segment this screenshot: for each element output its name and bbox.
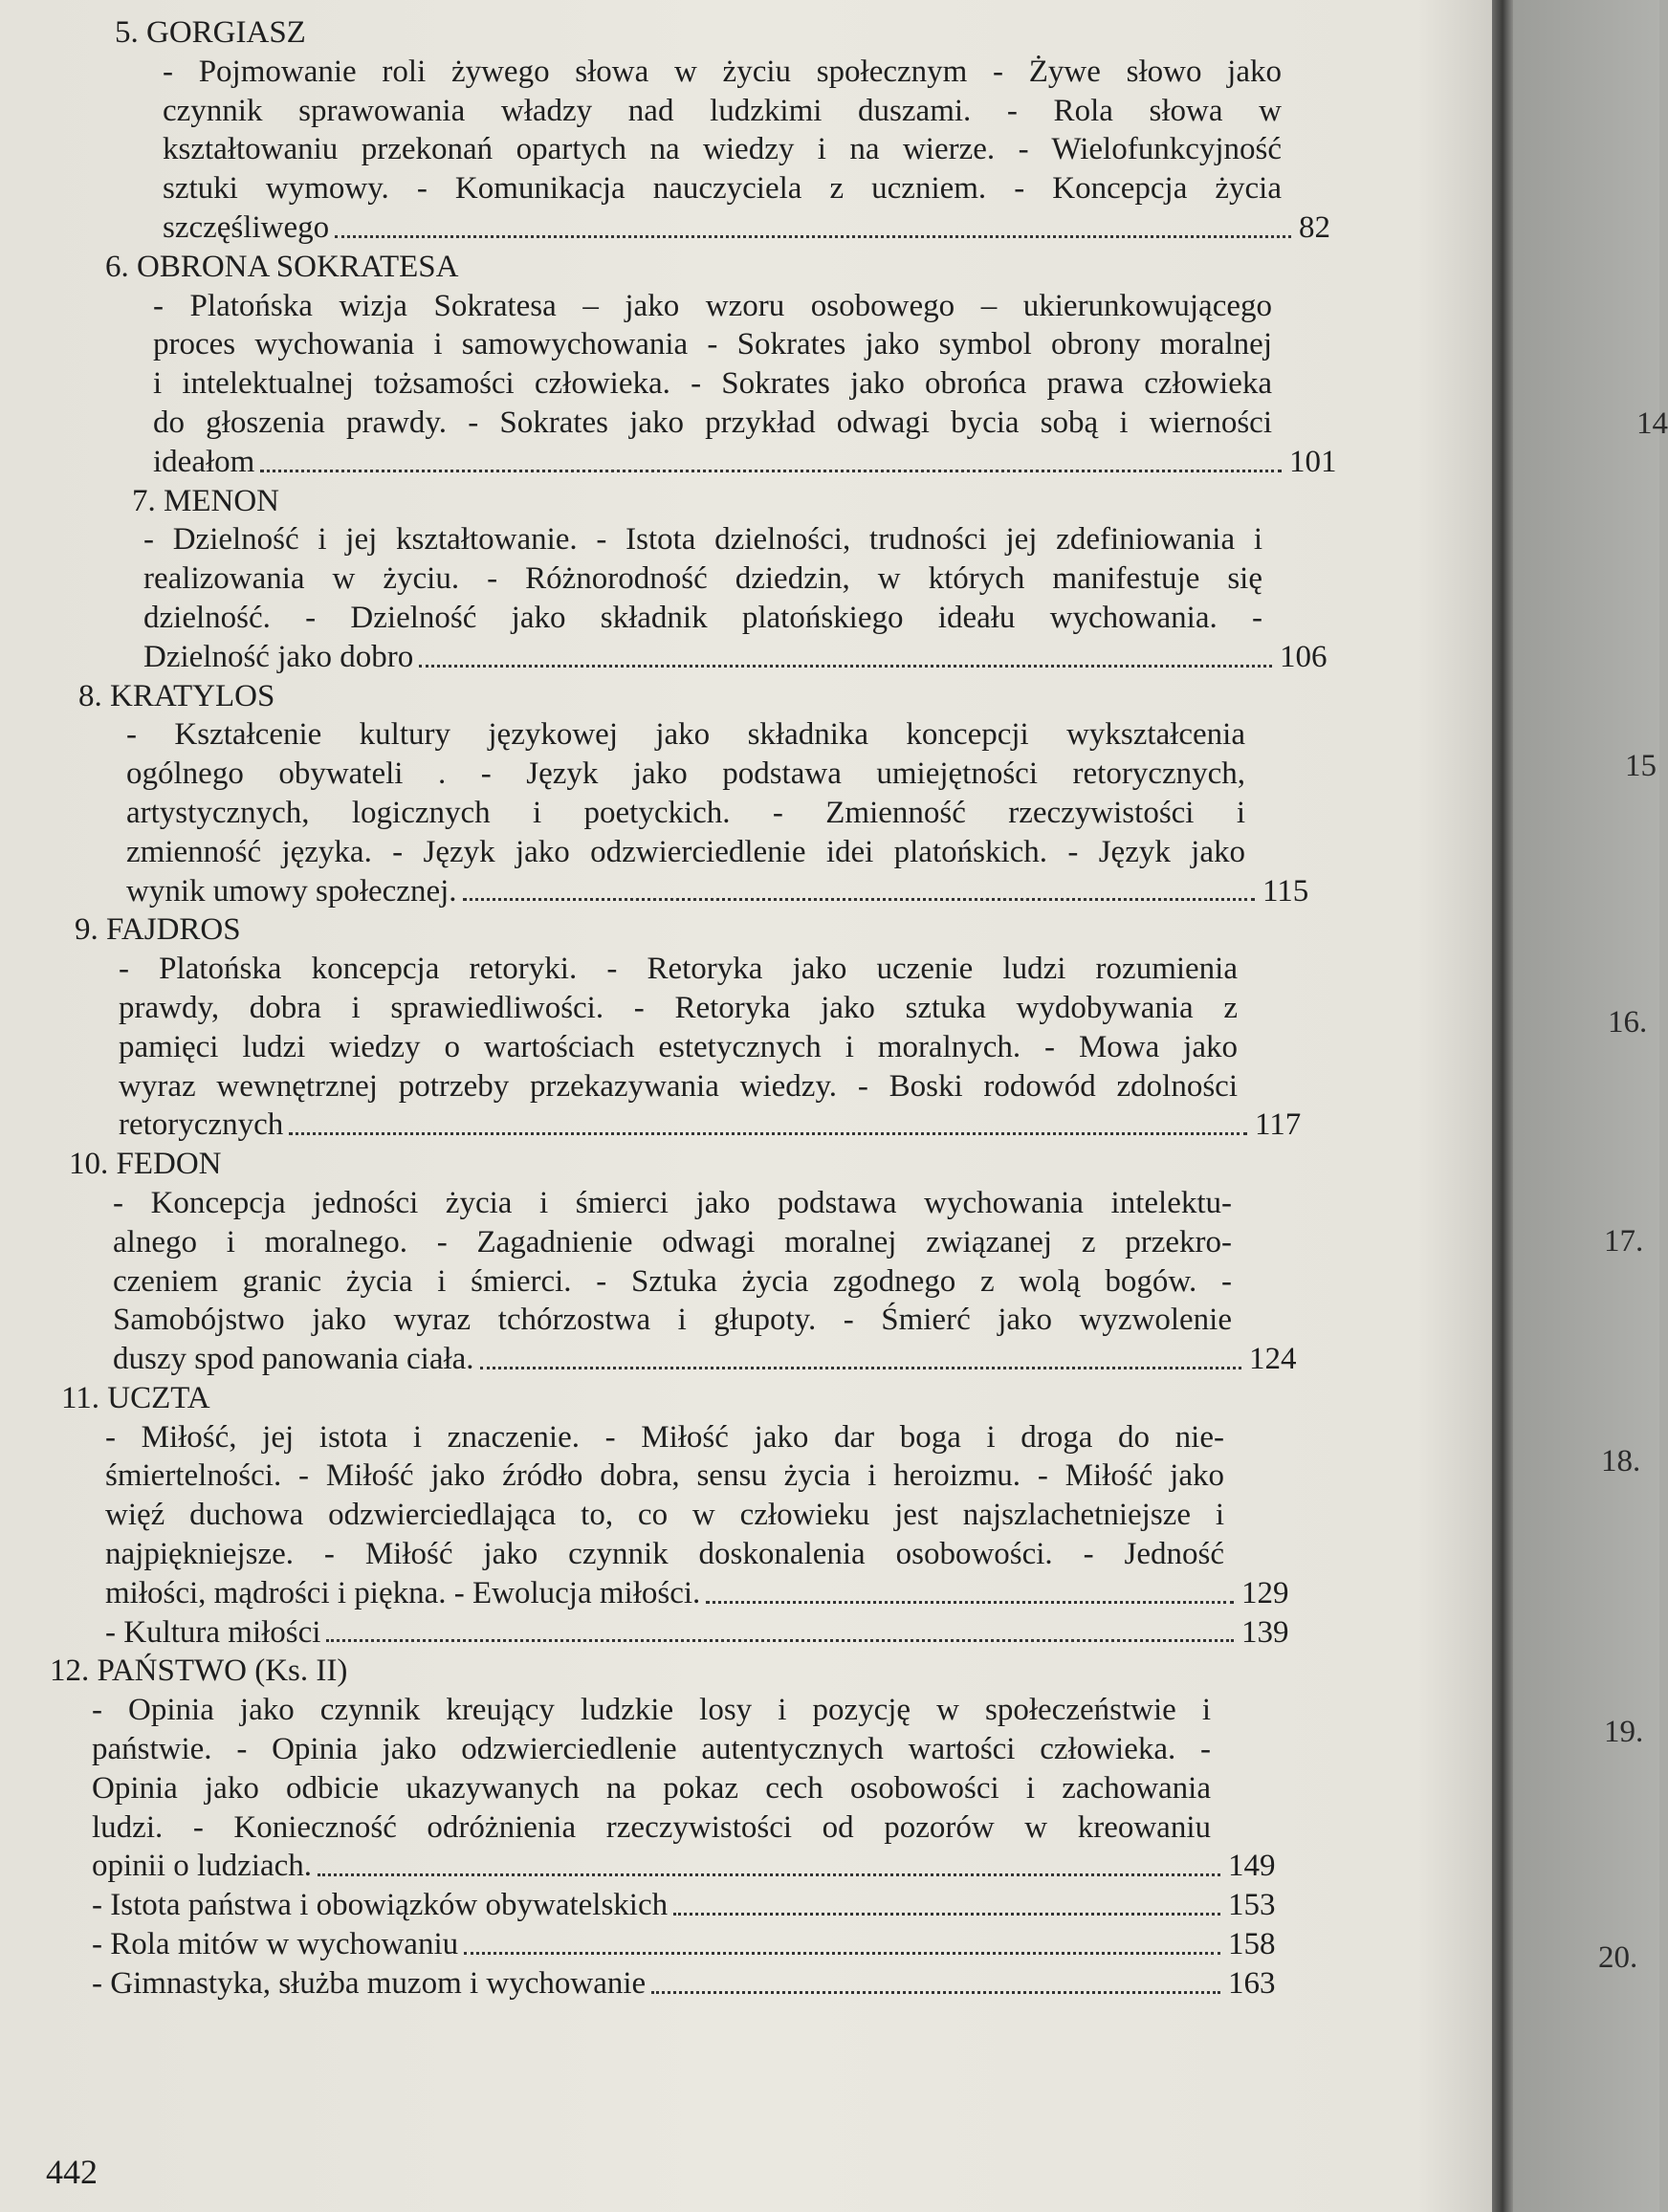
toc-page-number: 129 [1241,1575,1289,1610]
toc-line-with-page [119,1106,1314,1145]
toc-page-number: 163 [1228,1965,1276,2001]
toc-line-with-page [92,1925,1287,1964]
toc-line: Opinia jako odbicie ukazywanych na pokaz cech osobowości i zachowania [92,1770,1211,1806]
toc-line: ogólnego obywateli . - Język jako podstawa umiejętności retorycznych, [126,756,1245,792]
toc-line: więź duchowa odzwierciedlająca to, co w człowieku jest najszlachetniejsze i [105,1498,1224,1533]
toc-entry-heading: 5. GORGIASZ [115,15,306,50]
toc-line-text: duszy spod panowania ciała. [113,1342,474,1377]
toc-line: - Opinia jako czynnik kreujący ludzkie losy i pozycję w społeczeństwie i [92,1693,1211,1728]
toc-line-with-page [143,638,1339,677]
dot-leader [326,1613,1234,1643]
toc-line: pamięci ludzi wiedzy o wartościach estetycznych i moralnych. - Mowa jako [119,1029,1238,1064]
dot-leader [289,1106,1247,1135]
toc-entry [0,1379,1492,1653]
toc-page-number: 82 [1299,209,1330,245]
toc-line-with-page [105,1613,1301,1653]
toc-line: - Platońska wizja Sokratesa – jako wzoru osobowego – ukierunkowującego [153,288,1272,323]
toc-line-text: Dzielność jako dobro [143,639,414,674]
toc-line: - Pojmowanie roli żywego słowa w życiu społecznym - Żywe słowo jako [163,54,1282,89]
toc-line: i intelektualnej tożsamości człowieka. - Sokrates jako obrońca prawa człowieka [153,366,1272,402]
toc-line-with-page [92,1847,1287,1886]
toc-entry [0,248,1492,482]
right-page-entry-number: 20. [1598,1940,1638,1975]
toc-entry [0,482,1492,677]
toc-line-text: - Rola mitów w wychowaniu [92,1927,459,1962]
dot-leader [706,1574,1234,1604]
dot-leader [673,1886,1220,1916]
toc-line: czeniem granic życia i śmierci. - Sztuka życia zgodnego z wolą bogów. - [113,1263,1232,1299]
right-page-entry-number: 18. [1601,1444,1641,1478]
toc-entry [0,910,1492,1145]
right-page [1513,0,1668,2212]
toc-page-number: 124 [1249,1342,1297,1377]
dot-leader [480,1340,1241,1369]
toc-line: czynnik sprawowania władzy nad ludzkimi duszami. - Rola słowa w [163,93,1282,128]
toc-page-number: 158 [1228,1927,1276,1962]
toc-entry-heading: 12. PAŃSTWO (Ks. II) [50,1654,348,1689]
toc-line-text: - Istota państwa i obowiązków obywatelskich [92,1888,669,1923]
toc-line: - Miłość, jej istota i znaczenie. - Miłość jako dar boga i droga do nie- [105,1419,1224,1455]
toc-line: zmienność języka. - Język jako odzwierciedlenie idei platońskich. - Język jako [126,834,1245,869]
toc-line: alnego i moralnego. - Zagadnienie odwagi moralnej związanej z przekro- [113,1224,1232,1259]
toc-line: kształtowaniu przekonań opartych na wiedzy i na wierze. - Wielofunkcyjność [163,132,1282,167]
toc-line-with-page [126,872,1322,911]
toc-entry-heading: 7. MENON [132,483,279,518]
toc-line-with-page [92,1886,1287,1925]
toc-line: sztuki wymowy. - Komunikacja nauczyciela z uczniem. - Koncepcja życia [163,171,1282,207]
right-page-entry-number: 17. [1604,1224,1644,1259]
toc-page-number: 106 [1280,639,1328,674]
toc-entry-heading: 6. OBRONA SOKRATESA [105,249,459,284]
toc-line: artystycznych, logicznych i poetyckich. - Zmienność rzeczywistości i [126,795,1245,830]
toc-line-text: - Kultura miłości [105,1614,321,1650]
toc-line: śmiertelności. - Miłość jako źródło dobra, sensu życia i heroizmu. - Miłość jako [105,1458,1224,1494]
toc-line: - Kształcenie kultury językowej jako składnika koncepcji wykształcenia [126,717,1245,753]
toc-line: - Koncepcja jedności życia i śmierci jako podstawa wychowania intelektu- [113,1185,1232,1220]
toc-entry-heading: 11. UCZTA [61,1380,210,1415]
toc-line: dzielność. - Dzielność jako składnik platońskiego ideału wychowania. - [143,600,1262,635]
toc-line-with-page [113,1340,1308,1379]
toc-line: wyraz wewnętrznej potrzeby przekazywania wiedzy. - Boski rodowód zdolności [119,1068,1238,1104]
right-page-entry-number: 15 [1625,749,1657,783]
toc-page-number: 139 [1241,1614,1289,1650]
toc-entry [0,1652,1492,2003]
toc-line-text: opinii o ludziach. [92,1849,313,1884]
toc-page-number: 115 [1262,873,1309,909]
toc-page-number: 101 [1289,444,1337,479]
toc-entry [0,13,1492,248]
toc-line: prawdy, dobra i sprawiedliwości. - Retoryka jako sztuka wydobywania z [119,990,1238,1025]
toc-line-text: szczęśliwego [163,209,330,245]
dot-leader [318,1847,1220,1876]
dot-leader [463,872,1255,902]
toc-line: proces wychowania i samowychowania - Sokrates jako symbol obrony moralnej [153,327,1272,362]
right-page-entry-number: 19. [1604,1715,1644,1749]
toc-line-text: wynik umowy społecznej. [126,873,457,909]
toc-line: - Dzielność i jej kształtowanie. - Istota dzielności, trudności jej zdefiniowania i [143,522,1262,558]
dot-leader [651,1964,1220,1994]
toc-page-number: 117 [1255,1107,1302,1143]
toc-line: państwie. - Opinia jako odzwierciedlenie autentycznych wartości człowieka. - [92,1732,1211,1767]
toc-line: najpiękniejsze. - Miłość jako czynnik doskonalenia osobowości. - Jedność [105,1537,1224,1572]
toc-line-text: ideałom [153,444,255,479]
dot-leader [419,638,1272,668]
toc-line-with-page [153,443,1349,482]
table-of-contents [0,13,1492,2004]
toc-line-text: miłości, mądrości i piękna. - Ewolucja miłości. [105,1575,701,1610]
dot-leader [260,443,1282,472]
toc-page-number: 149 [1228,1849,1276,1884]
dot-leader [464,1925,1220,1955]
toc-entry-heading: 10. FEDON [69,1147,222,1182]
toc-line: realizowania w życiu. - Różnorodność dziedzin, w których manifestuje się [143,561,1262,597]
toc-line: do głoszenia prawdy. - Sokrates jako przykład odwagi bycia sobą i wierności [153,405,1272,440]
toc-page-number: 153 [1228,1888,1276,1923]
toc-entry-heading: 8. KRATYLOS [78,678,275,713]
toc-line-text: retorycznych [119,1107,284,1143]
toc-line-with-page [105,1574,1301,1613]
dot-leader [335,208,1291,238]
book-spine [1492,0,1513,2212]
toc-entry [0,677,1492,911]
right-page-entry-number: 16. [1608,1005,1648,1040]
toc-line-with-page [163,208,1358,248]
toc-entry [0,1145,1492,1379]
toc-line: Samobójstwo jako wyraz tchórzostwa i głupoty. - Śmierć jako wyzwolenie [113,1303,1232,1338]
right-page-entry-number: 14 [1636,406,1668,441]
page-number: 442 [46,2153,98,2191]
toc-line-text: - Gimnastyka, służba muzom i wychowanie [92,1965,647,2001]
toc-line: ludzi. - Konieczność odróżnienia rzeczywistości od pozorów w kreowaniu [92,1809,1211,1845]
toc-entry-heading: 9. FAJDROS [75,912,241,948]
toc-line-with-page [92,1964,1287,2004]
toc-line: - Platońska koncepcja retoryki. - Retoryka jako uczenie ludzi rozumienia [119,952,1238,987]
